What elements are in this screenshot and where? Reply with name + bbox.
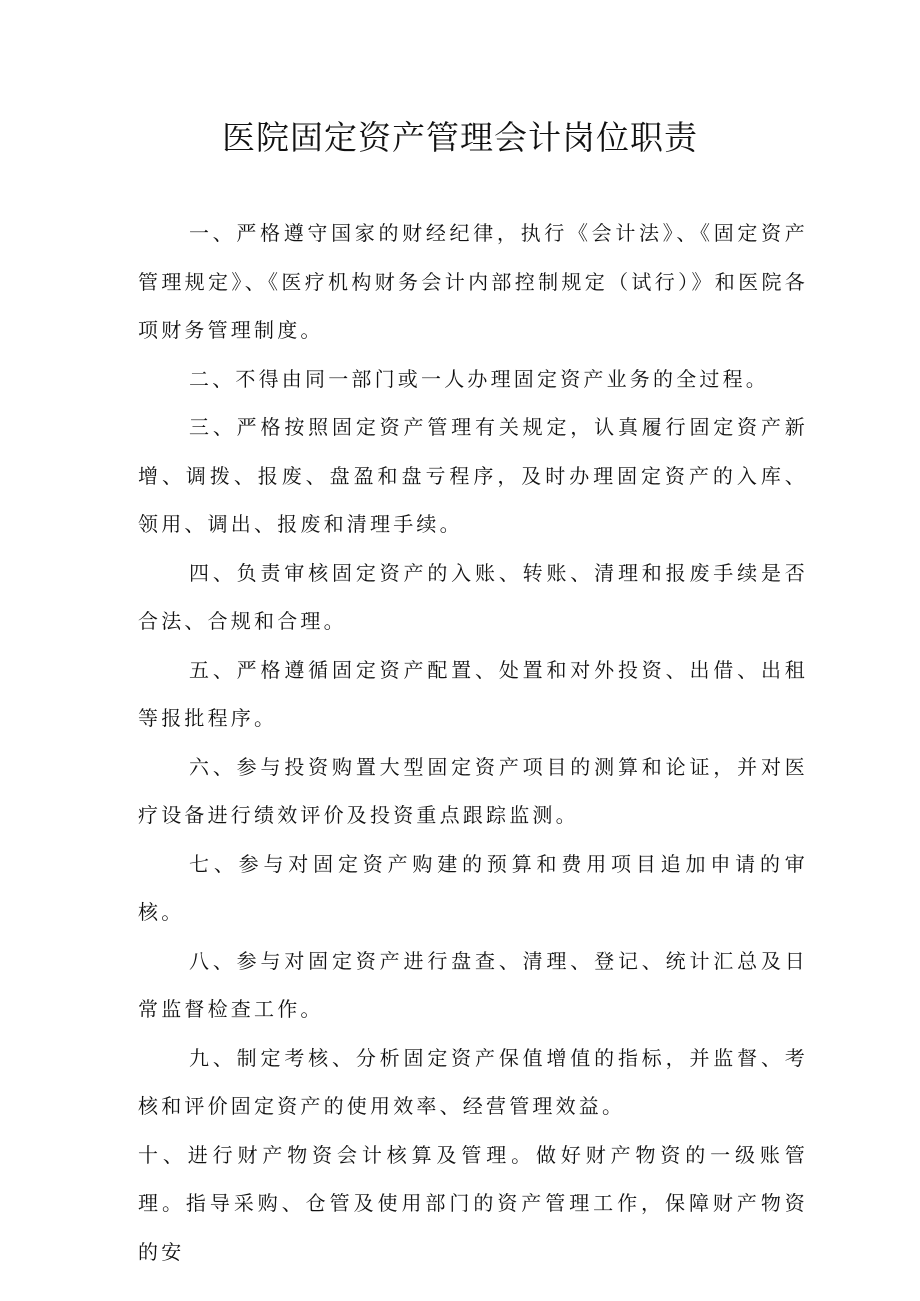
paragraph-10: 十、进行财产物资会计核算及管理。做好财产物资的一级账管理。指导采购、仓管及使用部门的资产管理工作，保障财产物资的安	[138, 1142, 808, 1264]
document-title: 医院固定资产管理会计岗位职责	[222, 118, 698, 157]
paragraph-5: 五、严格遵循固定资产配置、处置和对外投资、出借、出租等报批程序。	[138, 657, 808, 730]
paragraph-6: 六、参与投资购置大型固定资产项目的测算和论证，并对医疗设备进行绩效评价及投资重点跟踪监测。	[138, 754, 808, 827]
paragraph-1: 一、严格遵守国家的财经纪律，执行《会计法》、《固定资产管理规定》、《医疗机构财务会计内部控制规定（试行）》和医院各项财务管理制度。	[138, 221, 808, 342]
paragraph-2: 二、不得由同一部门或一人办理固定资产业务的全过程。	[189, 366, 769, 391]
document-body	[138, 209, 808, 1276]
paragraph-4: 四、负责审核固定资产的入账、转账、清理和报废手续是否合法、合规和合理。	[138, 560, 808, 633]
paragraph-8: 八、参与对固定资产进行盘查、清理、登记、统计汇总及日常监督检查工作。	[138, 948, 808, 1021]
paragraph-7: 七、参与对固定资产购建的预算和费用项目追加申请的审核。	[138, 851, 808, 924]
paragraph-9: 九、制定考核、分析固定资产保值增值的指标，并监督、考核和评价固定资产的使用效率、经营管理效益。	[138, 1045, 808, 1118]
paragraph-3: 三、严格按照固定资产管理有关规定，认真履行固定资产新增、调拨、报废、盘盈和盘亏程序，及时办理固定资产的入库、领用、调出、报废和清理手续。	[138, 415, 808, 536]
